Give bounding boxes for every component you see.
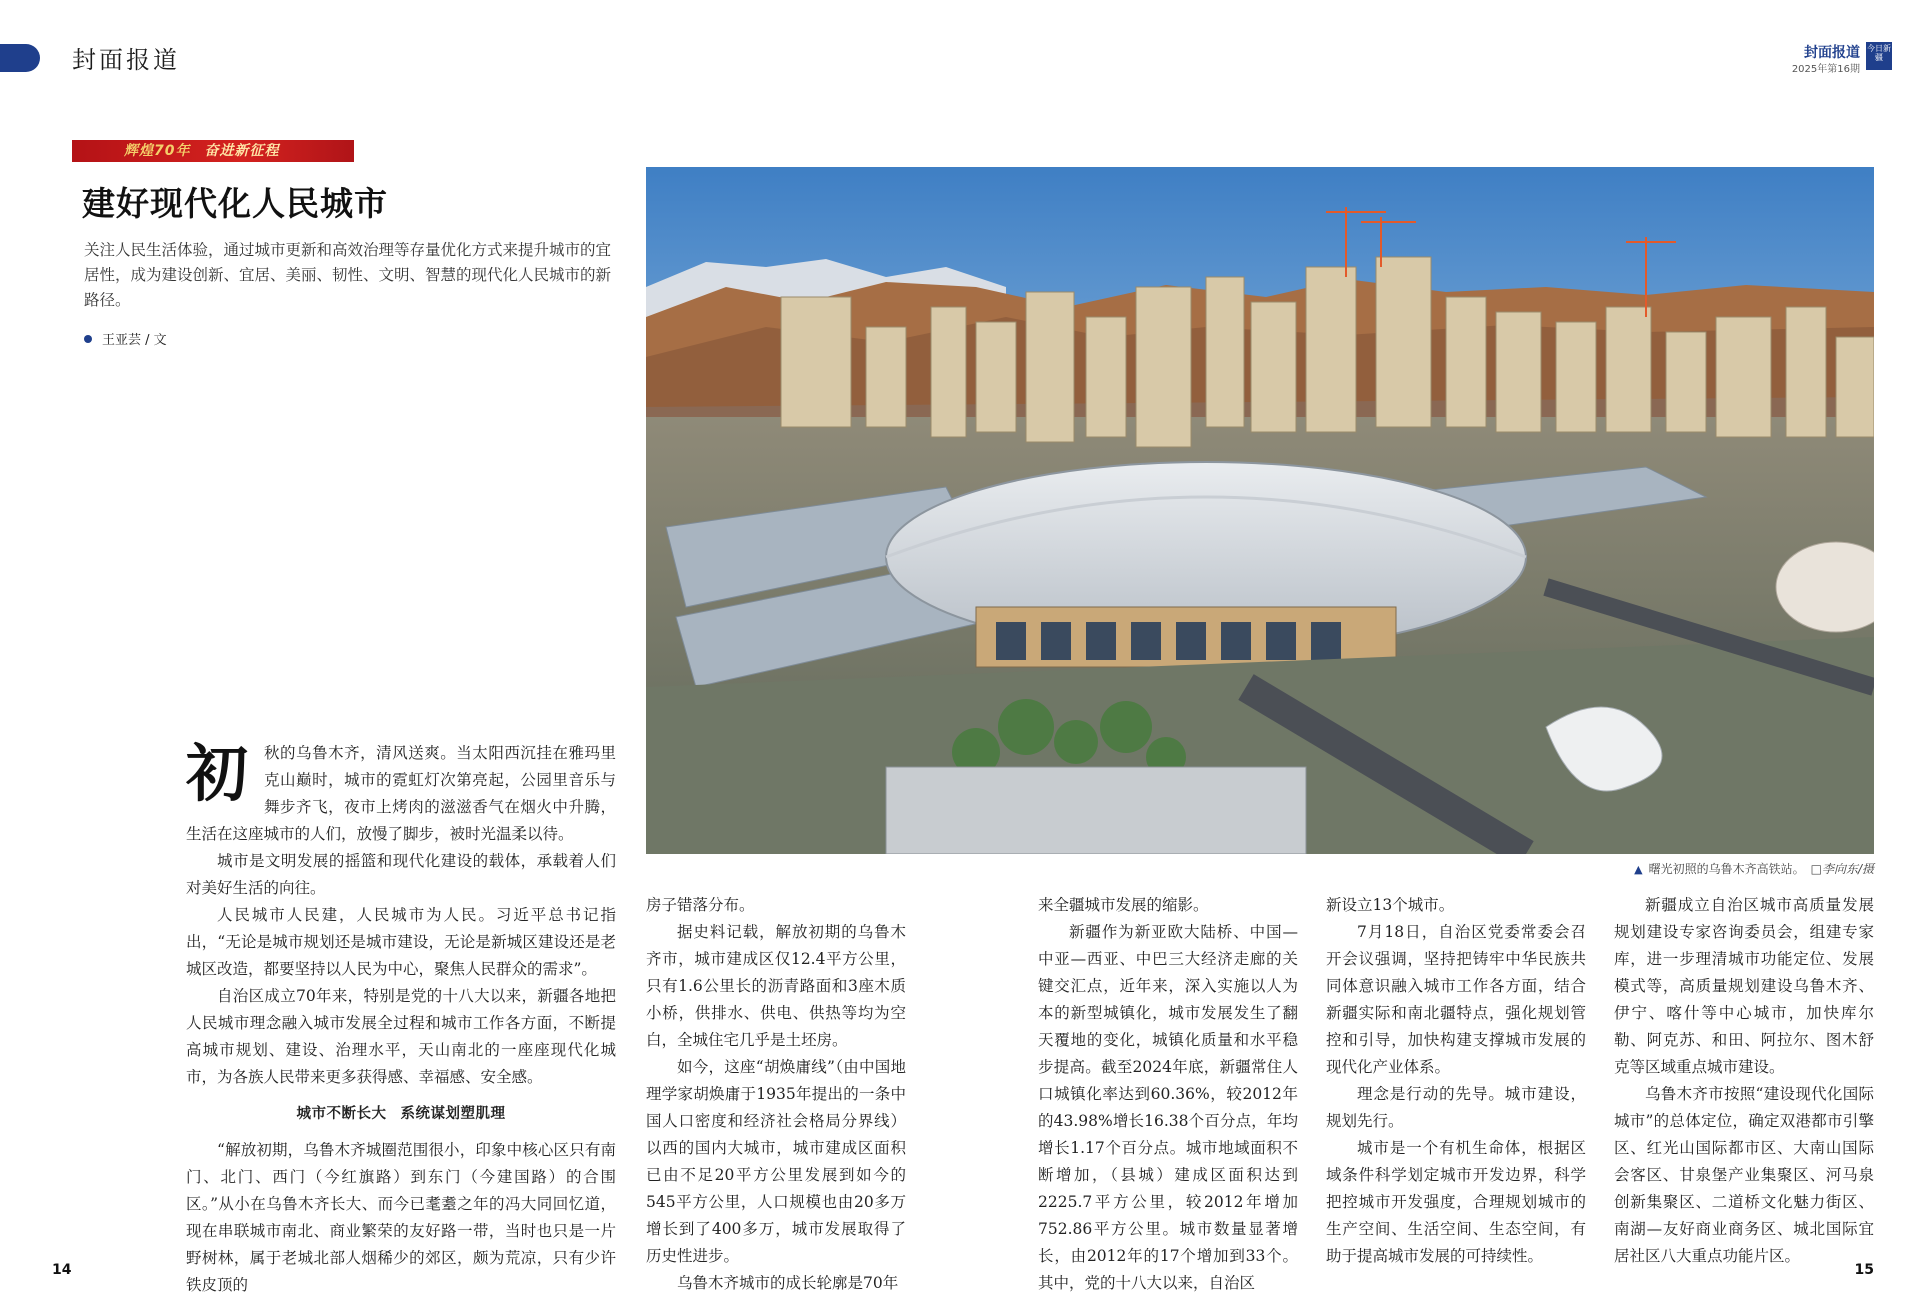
byline-text: 王亚芸 / 文: [102, 333, 167, 348]
subheading-part-a: 城市不断长大: [296, 1106, 387, 1122]
paragraph: “解放初期，乌鲁木齐城圈范围很小，印象中核心区只有南门、北门、西门（今红旗路）到东门（今建国路）的合围区。”从小在乌鲁木齐长大、而今已耄耋之年的冯大同回忆道，现在串联城市南北、商业繁荣的友好路一带，当时也只是一片野树林，属于老城北部人烟稀少的郊区，颇为荒凉，只有少许铁皮顶的: [186, 1141, 616, 1294]
paragraph: 来全疆城市发展的缩影。: [1038, 896, 1209, 914]
page-number-right: 15: [1854, 1262, 1874, 1278]
text-column-1: [186, 737, 616, 1299]
magazine-logo: [1866, 42, 1892, 70]
paragraph: 新疆作为新亚欧大陆桥、中国—中亚—西亚、中巴三大经济走廊的关键交汇点，近年来，深入实施以人为本的新型城镇化，城市发展发生了翻天覆地的变化，城镇化质量和水平稳步提高。截至2024年底，新疆常住人口城镇化率达到60.36%，较2012年的43.98%增长16.38个百分点，年均增长1.17个百分点。城市地域面积不断增加，（县城）建成区面积达到2225.7平方公里，较2012年增加752.86平方公里。城市数量显著增长，由2012年的17个增加到33个。其中，党的十八大以来，自治区: [1038, 923, 1298, 1292]
opening-paragraph: [186, 737, 616, 848]
article-byline: [84, 329, 167, 348]
text-column-5: [1614, 892, 1874, 1270]
article-headline: 建好现代化人民城市: [82, 184, 388, 223]
paragraph: 城市是文明发展的摇篮和现代化建设的载体，承载着人们对美好生活的向往。: [186, 852, 616, 897]
section-title: 封面报道: [72, 46, 180, 74]
paragraph: 如今，这座“胡焕庸线”（由中国地理学家胡焕庸于1935年提出的一条中国人口密度和经济社会格局分界线）以西的国内大城市，城市建成区面积已由不足20平方公里发展到如今的545平方公里，人口规模也由20多万增长到了400多万，城市发展取得了历史性进步。: [646, 1058, 906, 1265]
anniversary-banner: [72, 140, 354, 162]
page-number-left: 14: [52, 1262, 72, 1278]
article-lede: 关注人民生活体验，通过城市更新和高效治理等存量优化方式来提升城市的宜居性，成为建设创新、宜居、美丽、韧性、文明、智慧的现代化人民城市的新路径。: [84, 241, 612, 309]
paragraph: 乌鲁木齐城市的成长轮廓是70年: [677, 1274, 899, 1292]
paragraph: 乌鲁木齐市按照“建设现代化国际城市”的总体定位，确定双港都市引擎区、红光山国际都市区、大南山国际会客区、甘泉堡产业集聚区、河马泉创新集聚区、二道桥文化魅力街区、南湖—友好商业商务区、城北国际宜居社区八大重点功能片区。: [1614, 1085, 1874, 1265]
caption-text: 曙光初照的乌鲁木齐高铁站。: [1648, 862, 1805, 876]
magazine-section-name: 封面报道: [1804, 45, 1860, 61]
paragraph: 据史料记载，解放初期的乌鲁木齐市，城市建成区仅12.4平方公里，只有1.6公里长的沥青路面和3座木质小桥，供排水、供电、供热等均为空白，全城住宅几乎是土坯房。: [646, 923, 906, 1049]
paragraph: 秋的乌鲁木齐，清风送爽。当太阳西沉挂在雅玛里克山巅时，城市的霓虹灯次第亮起，公园里音乐与舞步齐飞，夜市上烤肉的滋滋香气在烟火中升腾，生活在这座城市的人们，放慢了脚步，被时光温柔以待。: [186, 744, 616, 843]
text-column-4: [1326, 892, 1586, 1270]
text-column-2: [646, 892, 906, 1297]
section-tab-marker: [0, 44, 40, 72]
station-photo: [646, 167, 1874, 854]
paragraph: 7月18日，自治区党委常委会召开会议强调，坚持把铸牢中华民族共同体意识融入城市工作各方面，结合新疆实际和南北疆特点，强化规划管控和引导，加快构建支撑城市发展的现代化产业体系。: [1326, 923, 1586, 1076]
paragraph: 自治区成立70年来，特别是党的十八大以来，新疆各地把人民城市理念融入城市发展全过程和城市工作各方面，不断提高城市规划、建设、治理水平，天山南北的一座座现代化城市，为各族人民带来更多获得感、幸福感、安全感。: [186, 987, 616, 1086]
caption-triangle-icon: ▲: [1634, 863, 1643, 876]
subheading: [186, 1101, 616, 1127]
photo-credit: □李向东/摄: [1810, 862, 1874, 876]
photo-caption: [1634, 860, 1874, 877]
magazine-issue: 2025年第16期: [1791, 64, 1860, 75]
station-photo-illustration: [646, 167, 1874, 854]
paragraph: 新疆成立自治区城市高质量发展规划建设专家咨询委员会，组建专家库，进一步理清城市功能定位、发展模式等，高质量规划建设乌鲁木齐、伊宁、喀什等中心城市，加快库尔勒、阿克苏、和田、阿拉尔、图木舒克等区域重点城市建设。: [1614, 896, 1874, 1076]
banner-part2: 奋进新征程: [204, 143, 280, 159]
paragraph: 城市是一个有机生命体，根据区域条件科学划定城市开发边界，科学把控城市开发强度，合理规划城市的生产空间、生活空间、生态空间，有助于提高城市发展的可持续性。: [1326, 1139, 1586, 1265]
magazine-logo-text: 今日新疆: [1867, 44, 1891, 62]
paragraph: 理念是行动的先导。城市建设，规划先行。: [1326, 1085, 1586, 1130]
byline-dot-icon: [84, 335, 92, 343]
text-column-3: [1038, 892, 1298, 1297]
drop-cap: 初: [186, 737, 249, 810]
paragraph: 人民城市人民建，人民城市为人民。习近平总书记指出，“无论是城市规划还是城市建设，无论是新城区建设还是老城区改造，都要坚持以人民为中心，聚焦人民群众的需求”。: [186, 906, 616, 978]
paragraph: 房子错落分布。: [646, 896, 755, 914]
paragraph: 新设立13个城市。: [1326, 896, 1455, 914]
subheading-part-b: 系统谋划塑肌理: [400, 1106, 506, 1122]
banner-part1: 辉煌70年: [124, 143, 191, 159]
